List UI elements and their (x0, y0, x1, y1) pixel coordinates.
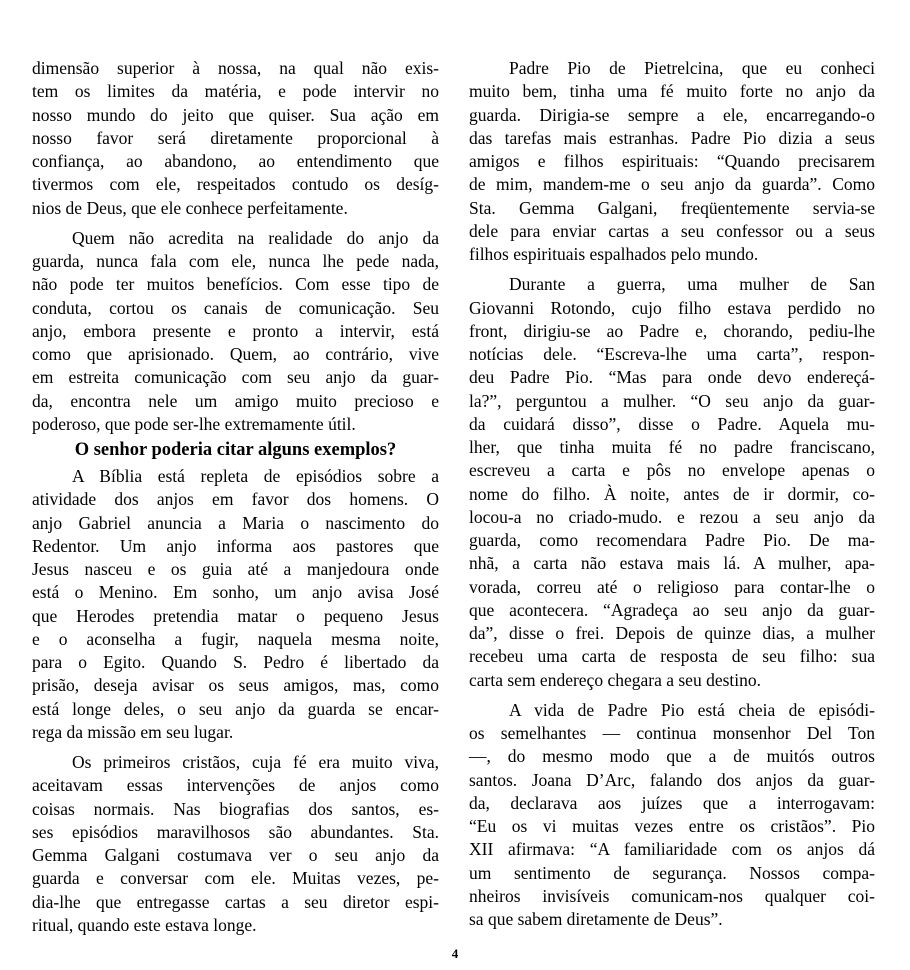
paragraph-left-3 (32, 465, 439, 744)
text-line: Redentor. Um anjo informa aos pastores que (32, 535, 439, 556)
text-line: lher, que tinha muita fé no padre franciscano, (469, 437, 875, 457)
text-line: A Bíblia está repleta de episódios sobre a (72, 466, 439, 486)
text-line: carta sem endereço chegara a seu destino. (469, 669, 761, 690)
paragraph-left-2 (32, 227, 439, 436)
text-line: nheiros invisíveis comunicam-nos qualquer coi- (469, 885, 875, 906)
text-line: locou-a no criado-mudo. e rezou a seu anjo da (469, 506, 875, 527)
text-line: atividade dos anjos em favor dos homens. O (32, 489, 439, 510)
text-line: das tarefas mais estranhas. Padre Pio dizia a seus (469, 127, 875, 148)
paragraph-right-3 (469, 699, 875, 932)
text-line: anjo Gabriel anuncia a Maria o nascimento do (32, 512, 439, 533)
paragraph-gap (469, 266, 875, 273)
text-line: dia-lhe que entregasse cartas a seu diretor espi- (32, 891, 439, 912)
text-line: vorada, correu até o religioso para contar-lhe o (469, 576, 875, 597)
text-line: nosso favor será diretamente proporcional à (32, 127, 439, 148)
text-line: nios de Deus, que ele conhece perfeitamente. (32, 197, 348, 218)
paragraph-gap (469, 692, 875, 699)
text-line: ritual, quando este estava longe. (32, 914, 257, 935)
paragraph-right-1 (469, 57, 875, 266)
text-line: para o Egito. Quando S. Pedro é libertado da (32, 652, 439, 672)
paragraph-left-4 (32, 751, 439, 937)
page-number: 4 (451, 946, 459, 961)
paragraph-right-2 (469, 273, 875, 692)
text-line: XII afirmava: “A familiaridade com os anjos dá (469, 839, 875, 860)
text-line: anjo, embora presente e pronto a intervir, está (32, 320, 439, 341)
text-line: poderoso, que pode ser-lhe extremamente útil. (32, 413, 356, 434)
text-line: Durante a guerra, uma mulher de San (509, 274, 875, 295)
text-line: A vida de Padre Pio está cheia de episódi- (509, 699, 875, 720)
text-line: está longe deles, o seu anjo da guarda se encar- (32, 698, 439, 719)
text-line: os semelhantes — continua monsenhor Del Ton (469, 723, 875, 743)
text-line: Sta. Gemma Galgani, freqüentemente servia-se (469, 197, 875, 218)
text-line: guarda, como recomendara Padre Pio. De ma- (469, 530, 875, 550)
text-line: “Eu os vi muitas vezes entre os cristãos”. Pio (469, 816, 875, 836)
text-line: guarda. Dirigia-se sempre a ele, encarregando-o (469, 104, 875, 125)
section-heading: O senhor poderia citar alguns exemplos? (74, 440, 397, 460)
text-line: não pode ter muitos benefícios. Com esse tipo de (32, 274, 439, 295)
text-line: guarda, nunca fala com ele, nunca lhe pede nada, (32, 251, 439, 271)
text-line: sa que sabem diretamente de Deus”. (469, 909, 723, 929)
text-line: tem os limites da matéria, e pode intervir no (32, 81, 439, 102)
text-line: guarda e conversar com ele. Muitas vezes, pe- (32, 868, 439, 889)
text-line: da, encontra nele um amigo muito precioso e (32, 390, 439, 411)
paragraph-gap (32, 744, 439, 751)
text-line: que acontecera. “Agradeça ao seu anjo da guar- (469, 599, 875, 620)
left-column (32, 57, 439, 937)
text-line: que Herodes pretendia matar o pequeno Jesus (32, 605, 439, 626)
text-line: aceitavam essas intervenções de anjos como (32, 775, 439, 796)
text-line: da, declarava aos juízes que a interrogavam: (469, 792, 875, 813)
text-line: da cuidará disso”, disse o Padre. Aquela mu- (469, 413, 875, 434)
text-line: confiança, ao abandono, ao entendimento que (32, 151, 439, 171)
text-line: rega da missão em seu lugar. (32, 721, 234, 742)
text-line: escreveu a carta e pôs no envelope apenas o (469, 460, 875, 481)
text-line: está o Menino. Em sonho, um anjo avisa José (32, 582, 439, 603)
text-line: dele para enviar cartas a seu confessor ou a seus (469, 220, 875, 241)
text-line: notícias dele. “Escreva-lhe uma carta”, respon- (469, 344, 875, 364)
text-line: dimensão superior à nossa, na qual não exis- (32, 58, 439, 78)
text-line: muito bem, tinha uma fé muito forte no anjo da (469, 81, 875, 102)
text-line: um sentimento de segurança. Nossos compa- (469, 862, 875, 883)
text-line: filhos espirituais espalhados pelo mundo. (469, 244, 759, 264)
text-line: Jesus nasceu e os guia até a manjedoura onde (32, 559, 439, 579)
text-line: prisão, deseja avisar os seus amigos, mas, como (32, 675, 439, 696)
text-line: Gemma Galgani costumava ver o seu anjo da (32, 845, 439, 865)
text-line: coisas normais. Nas biografias dos santos, es- (32, 798, 439, 819)
text-line: Quem não acredita na realidade do anjo da (72, 227, 439, 248)
text-line: da”, disse o frei. Depois de quinze dias, a mulher (469, 623, 875, 643)
text-line: Padre Pio de Pietrelcina, que eu conheci (509, 58, 875, 78)
text-line: Giovanni Rotondo, cujo filho estava perdido no (469, 297, 875, 318)
text-line: como que aprisionado. Quem, ao contrário, vive (32, 344, 439, 364)
text-line: nome do filho. À noite, antes de ir dormir, co- (469, 483, 875, 504)
text-line: nosso mundo do jeito que quiser. Sua ação em (32, 104, 439, 125)
paragraph-gap (32, 220, 439, 227)
right-column (469, 57, 875, 931)
text-line: ses episódios maravilhosos são abundantes. Sta. (32, 821, 439, 842)
text-line: front, dirigiu-se ao Padre e, chorando, pediu-lhe (469, 320, 875, 341)
text-line: santos. Joana D’Arc, falando dos anjos da guar- (469, 769, 875, 790)
text-line: em estreita comunicação com seu anjo da guar- (32, 367, 439, 388)
paragraph-left-1 (32, 57, 439, 220)
text-line: Os primeiros cristãos, cuja fé era muito viva, (72, 752, 439, 772)
text-line: recebeu uma carta de resposta de seu filho: sua (469, 646, 875, 667)
text-line: de mim, mandem-me o seu anjo da guarda”. Como (469, 174, 875, 195)
text-line: conduta, cortou os canais de comunicação. Seu (32, 297, 439, 318)
text-line: nhã, a carta não estava mais lá. A mulher, apa- (469, 553, 875, 574)
text-line: la?”, perguntou a mulher. “O seu anjo da guar- (469, 390, 875, 411)
text-line: tivermos com ele, respeitados contudo os desíg- (32, 174, 439, 195)
text-line: amigos e filhos espirituais: “Quando precisarem (469, 151, 875, 171)
text-line: —, do mesmo modo que a de muitós outros (469, 746, 875, 767)
text-line: deu Padre Pio. “Mas para onde devo endereçá- (469, 367, 875, 388)
text-line: e o aconselha a fugir, naquela mesma noite, (32, 628, 439, 649)
